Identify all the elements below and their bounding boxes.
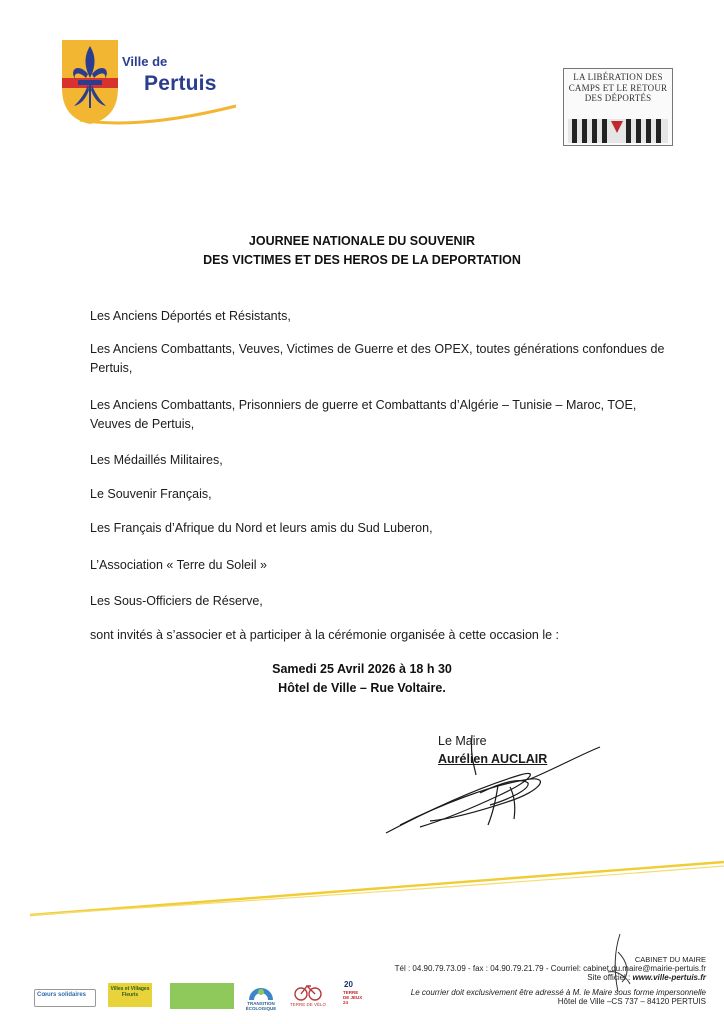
commemorative-stamp [563,68,673,146]
event-place: Hôtel de Ville – Rue Voltaire. [278,681,446,695]
document-title-line1: JOURNEE NATIONALE DU SOUVENIR [248,234,476,248]
signatory-title: Le Maire [438,734,487,748]
bicycle-logo-label: TERRE DE VÉLO [289,1002,326,1007]
document-title-line2: DES VICTIMES ET DES HEROS DE LA DEPORTATION [203,253,521,267]
footer-contact: Tél : 04.90.79.73.09 - fax : 04.90.79.21.79 - Courriel: cabinet.du.maire@mairie-pertuis.fr [394,964,706,973]
invitee-item: Les Anciens Déportés et Résistants, [90,309,291,323]
invitation-sentence: sont invités à s’associer et à participer à la cérémonie organisée à cette occasion le : [90,628,559,642]
stamp-stripes-image [568,119,668,143]
invitee-item: L’Association « Terre du Soleil » [90,558,267,572]
signatory-name: Aurélien AUCLAIR [438,752,548,766]
footer-site [480,973,706,982]
invitee-item: Les Anciens Combattants, Prisonniers de guerre et Combattants d’Algérie – Tunisie – Maroc, TOE, Veuves de Pertuis, [90,398,637,431]
stamp-text: LA LIBÉRATION DES CAMPS ET LE RETOUR DES DÉPORTÉS [568,72,668,103]
transition-ecologique-label: TRANSITION ÉCOLOGIQUE [245,1001,277,1011]
partner-logo-villes-fleuris-label: Villes et Villages Fleuris [110,986,150,998]
invitee-item: Le Souvenir Français, [90,487,212,501]
invitee-item: Les Anciens Combattants, Veuves, Victimes de Guerre et des OPEX, toutes générations confondues de Pertuis, [90,342,665,375]
footer-address: Hôtel de Ville –CS 737 – 84120 PERTUIS [557,997,706,1006]
decorative-swoosh [0,852,724,922]
footer-cabinet: CABINET DU MAIRE [634,955,706,964]
event-date: Samedi 25 Avril 2026 à 18 h 30 [272,662,452,676]
partner-logo-coeurs-label: Cœurs solidaires [37,992,87,998]
logo-text-line1: Ville de [122,54,168,69]
footer-site-link[interactable]: www.ville-pertuis.fr [632,973,706,982]
invitee-item: Les Médaillés Militaires, [90,453,223,467]
invitee-item: Les Sous-Officiers de Réserve, [90,594,263,608]
terre-de-jeux-label: TERRE DE JEUX 24 [343,990,363,1005]
terre-de-jeux-number: 20 [344,980,353,989]
footer-notice: Le courrier doit exclusivement être adressé à M. le Maire sous forme impersonnelle [410,988,706,997]
invitee-item: Les Français d’Afrique du Nord et leurs amis du Sud Luberon, [90,521,433,535]
logo-text-line2: Pertuis [144,72,217,95]
partner-logo-green [170,983,234,1009]
footer-site-label: Site officiel : [587,973,631,982]
